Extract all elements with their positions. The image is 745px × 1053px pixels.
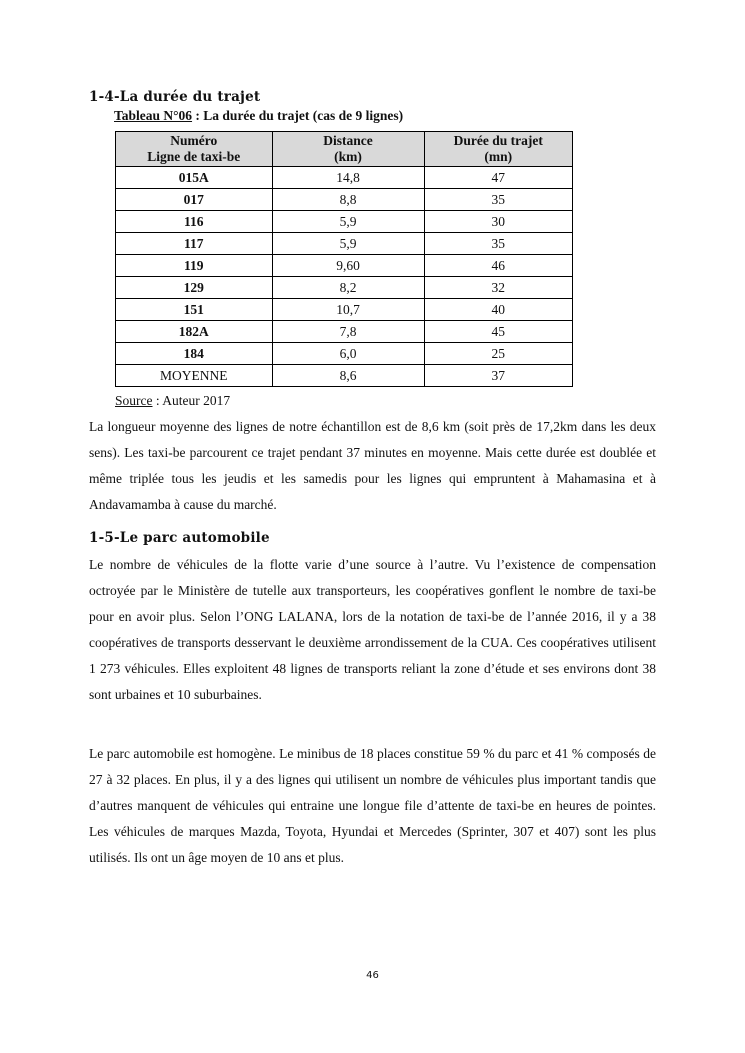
cell-duree: 40 [424,299,572,321]
table-row-average [116,365,573,387]
table-header-row [116,132,573,167]
table-caption [114,108,403,124]
paragraph-longueur-moyenne: La longueur moyenne des lignes de notre échantillon est de 8,6 km (soit près de 17,2km dans les deux sens). Les taxi-be parcourent ce trajet pendant 37 minutes en moyenne. Mais cette durée est doublée et même triplée tous les jeudis et les samedis pour les lignes qui empruntent à Mahamasina et à Andavamamba à cause du marché. [89,419,656,512]
header-ligne-line1: Numéro [170,133,218,148]
source-label: Source [115,393,153,408]
cell-ligne: 182A [116,321,273,343]
cell-distance: 5,9 [272,233,424,255]
cell-duree: 35 [424,233,572,255]
cell-ligne: 116 [116,211,273,233]
cell-ligne: 151 [116,299,273,321]
table-title: : La durée du trajet (cas de 9 lignes) [192,108,404,123]
cell-distance: 8,8 [272,189,424,211]
cell-ligne: 117 [116,233,273,255]
paragraph-parc-homogene: Le parc automobile est homogène. Le minibus de 18 places constitue 59 % du parc et 41 % composés de 27 à 32 places. En plus, il y a des lignes qui utilisent un nombre de véhicules plus important tandis que d’autres manquent de véhicules qui entraine une longue file d’attente de taxi-be en heures de pointes. Les véhicules de marques Mazda, Toyota, Hyundai et Mercedes (Sprinter, 307 et 407) sont les plus utilisés. Ils ont un âge moyen de 10 ans et plus. [89,746,656,865]
duration-table [115,131,573,387]
header-ligne-line2: Ligne de taxi-be [147,149,241,164]
source-text: : Auteur 2017 [152,393,231,408]
section-heading-duree-trajet: 1-4-La durée du trajet [89,89,261,105]
header-distance-line2: (km) [334,149,362,164]
cell-ligne: 017 [116,189,273,211]
table-row [116,277,573,299]
cell-duree: 35 [424,189,572,211]
table-source [115,393,230,409]
cell-duree: 46 [424,255,572,277]
cell-distance: 7,8 [272,321,424,343]
cell-distance: 10,7 [272,299,424,321]
cell-ligne: MOYENNE [116,365,273,387]
table-label: Tableau N°06 [114,108,193,123]
table-row [116,233,573,255]
cell-duree: 47 [424,167,572,189]
cell-distance: 14,8 [272,167,424,189]
page-number: 46 [366,970,379,981]
table-row [116,211,573,233]
cell-duree: 25 [424,343,572,365]
header-duree-line1: Durée du trajet [453,133,543,148]
cell-distance: 9,60 [272,255,424,277]
cell-ligne: 119 [116,255,273,277]
header-ligne [116,132,273,167]
table-row [116,343,573,365]
cell-ligne: 184 [116,343,273,365]
cell-duree: 32 [424,277,572,299]
cell-duree: 30 [424,211,572,233]
table-row [116,167,573,189]
cell-ligne: 129 [116,277,273,299]
cell-distance: 8,2 [272,277,424,299]
header-distance [272,132,424,167]
paragraph-nombre-vehicules: Le nombre de véhicules de la flotte varie d’une source à l’autre. Vu l’existence de compensation octroyée par le Ministère de tutelle aux transporteurs, les coopératives gonflent le nombre de taxi-be pour en avoir plus. Selon l’ONG LALANA, lors de la notation de taxi-be de l’année 2016, il y a 38 coopératives de transports desservant le deuxième arrondissement de la CUA. Ces coopératives utilisent 1 273 véhicules. Elles exploitent 48 lignes de transports reliant la zone d’étude et ses environs dont 38 sont urbaines et 10 suburbaines. [89,557,656,702]
cell-ligne: 015A [116,167,273,189]
header-duree-line2: (mn) [484,149,513,164]
section-heading-parc-automobile: 1-5-Le parc automobile [89,530,270,546]
header-distance-line1: Distance [323,133,373,148]
cell-duree: 45 [424,321,572,343]
cell-distance: 8,6 [272,365,424,387]
header-duree [424,132,572,167]
table-row [116,255,573,277]
cell-distance: 5,9 [272,211,424,233]
cell-distance: 6,0 [272,343,424,365]
table-row [116,189,573,211]
table-row [116,299,573,321]
cell-duree: 37 [424,365,572,387]
table-row [116,321,573,343]
